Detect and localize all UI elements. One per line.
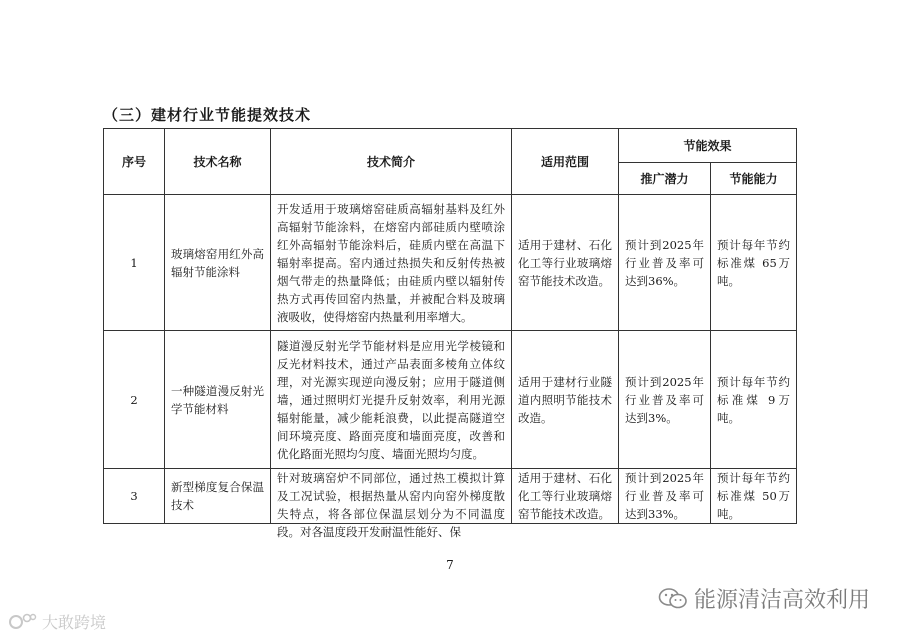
row-promotion: 预计到2025年行业普及率可达到36%。	[619, 195, 711, 331]
header-name: 技术名称	[165, 129, 271, 195]
table-row	[104, 331, 797, 469]
watermark-left	[8, 610, 106, 633]
header-scope: 适用范围	[512, 129, 619, 195]
brand-logo-icon	[8, 611, 38, 633]
section-title: （三）建材行业节能提效技术	[103, 106, 312, 124]
row-scope: 适用于建材、石化化工等行业玻璃熔窑节能技术改造。	[512, 195, 619, 331]
table-header-row	[104, 129, 797, 163]
row-intro	[271, 469, 512, 539]
row-scope: 适用于建材行业隧道内照明节能技术改造。	[512, 331, 619, 469]
table-row	[104, 469, 797, 524]
row-name: 玻璃熔窑用红外高辐射节能涂料	[165, 195, 271, 331]
watermark-right	[658, 583, 870, 614]
header-seq: 序号	[104, 129, 165, 195]
row-scope: 适用于建材、石化化工等行业玻璃熔窑节能技术改造。	[512, 469, 619, 524]
row-promotion: 预计到2025年行业普及率可达到33%。	[619, 469, 711, 524]
wechat-icon	[658, 587, 688, 611]
row-capacity: 预计每年节约标准煤 50万吨。	[711, 469, 797, 524]
row-name: 一种隧道漫反射光学节能材料	[165, 331, 271, 469]
table-row	[104, 195, 797, 331]
header-intro: 技术简介	[271, 129, 512, 195]
page-number: 7	[446, 558, 454, 572]
row-intro: 隧道漫反射光学节能材料是应用光学棱镜和反光材料技术，通过产品表面多棱角立体纹理，对光源实现逆向漫反射；应用于隧道侧墙，通过照明灯光提升反射效率，利用光源辐射能量，减少能耗浪费，以此提高隧道空间环境亮度、路面亮度和墙面亮度，改善和优化路面光照均匀度、墙面光照均匀度。	[271, 331, 512, 469]
row-name: 新型梯度复合保温技术	[165, 469, 271, 524]
row-seq: 1	[104, 195, 165, 331]
row-intro: 开发适用于玻璃熔窑硅质高辐射基料及红外高辐射节能涂料，在熔窑内部硅质内壁喷涂红外高辐射节能涂料后，硅质内壁在高温下辐射率提高。窑内通过热损失和反射传热被烟气带走的热量降低；由硅质内壁以辐射传热方式再传回窑内热量，并被配合料及玻璃液吸收，使得熔窑内热量利用率增大。	[271, 195, 512, 331]
header-promotion: 推广潜力	[619, 163, 711, 195]
watermark-left-text: 大敢跨境	[42, 613, 107, 632]
watermark-right-text: 能源清洁高效利用	[693, 588, 870, 613]
header-effect: 节能效果	[619, 129, 797, 163]
row-intro-text: 针对玻璃窑炉不同部位，通过热工模拟计算及工况试验，根据热量从窑内向窑外梯度散失特点，将各部位保温层划分为不同温度段。对各温度段开发耐温性能好、保	[277, 471, 505, 539]
row-capacity: 预计每年节约标准煤 9万吨。	[711, 331, 797, 469]
row-capacity: 预计每年节约标准煤 65万吨。	[711, 195, 797, 331]
row-seq: 3	[104, 469, 165, 524]
technology-table	[103, 128, 797, 539]
header-capacity: 节能能力	[711, 163, 797, 195]
row-seq: 2	[104, 331, 165, 469]
row-promotion: 预计到2025年行业普及率可达到3%。	[619, 331, 711, 469]
